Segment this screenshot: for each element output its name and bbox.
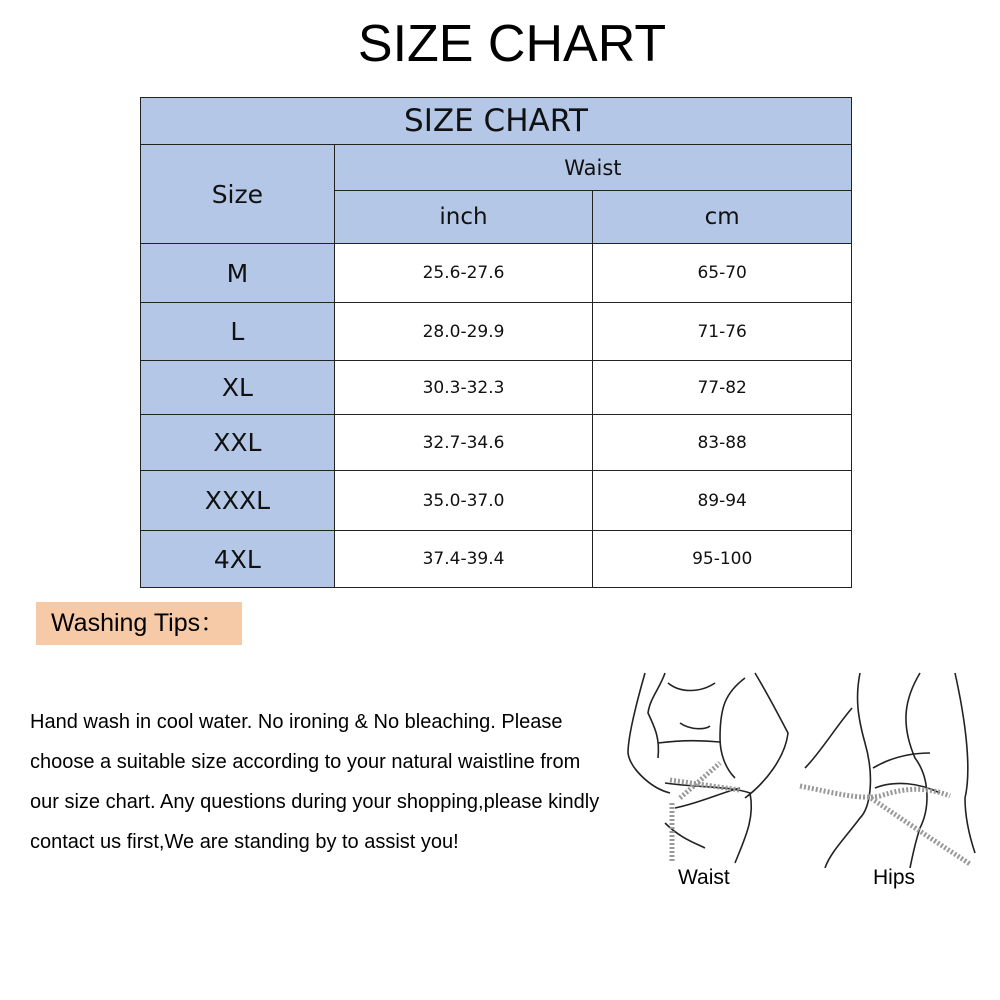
cm-cell: 83-88 <box>593 415 852 471</box>
cm-cell: 89-94 <box>593 471 852 531</box>
inch-header: inch <box>334 191 593 244</box>
hips-caption: Hips <box>873 866 916 889</box>
table-row <box>141 361 852 415</box>
size-cell: XL <box>141 361 335 415</box>
waist-header: Waist <box>334 145 851 191</box>
inch-cell: 37.4-39.4 <box>334 531 593 588</box>
size-table <box>140 97 852 588</box>
size-cell: M <box>141 244 335 303</box>
table-title: SIZE CHART <box>141 98 852 145</box>
cm-cell: 71-76 <box>593 303 852 361</box>
inch-cell: 32.7-34.6 <box>334 415 593 471</box>
waist-caption: Waist <box>678 866 730 889</box>
cm-cell: 95-100 <box>593 531 852 588</box>
inch-cell: 28.0-29.9 <box>334 303 593 361</box>
size-cell: L <box>141 303 335 361</box>
inch-cell: 25.6-27.6 <box>334 244 593 303</box>
washing-tips-label: Washing Tips： <box>36 602 242 645</box>
cm-cell: 77-82 <box>593 361 852 415</box>
waist-figure-icon <box>628 673 788 863</box>
cm-header: cm <box>593 191 852 244</box>
hips-figure-icon <box>800 673 975 868</box>
care-instructions: Hand wash in cool water. No ironing & No bleaching. Please choose a suitable size according to your natural waistline from our size chart. Any questions during your shopping,please kindly contact us first,We are standing by to assist you! <box>30 711 600 853</box>
inch-cell: 35.0-37.0 <box>334 471 593 531</box>
size-cell: XXXL <box>141 471 335 531</box>
size-cell: 4XL <box>141 531 335 588</box>
inch-cell: 30.3-32.3 <box>334 361 593 415</box>
table-row <box>141 244 852 303</box>
table-row <box>141 471 852 531</box>
table-row <box>141 415 852 471</box>
table-row <box>141 531 852 588</box>
table-row <box>141 303 852 361</box>
cm-cell: 65-70 <box>593 244 852 303</box>
measurement-illustration <box>620 668 990 868</box>
size-header: Size <box>141 145 335 244</box>
size-cell: XXL <box>141 415 335 471</box>
page-title: SIZE CHART <box>357 15 667 73</box>
